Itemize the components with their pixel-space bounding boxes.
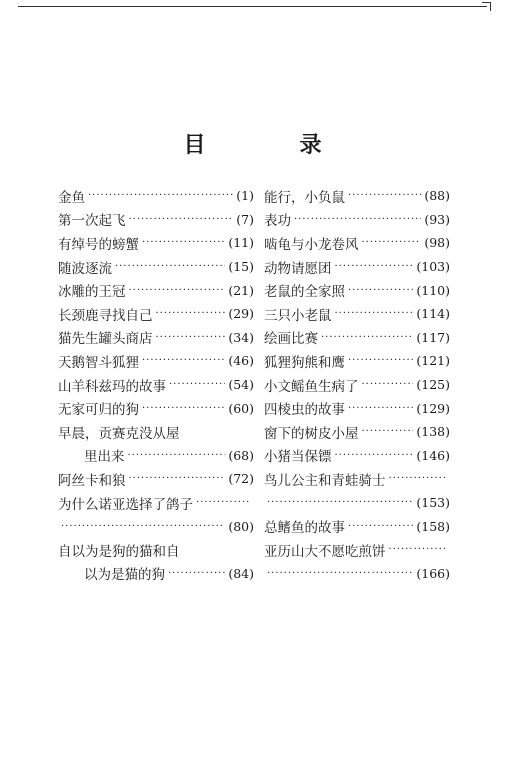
toc-entry-title: 有绰号的螃蟹 (58, 236, 139, 253)
toc-entry-title: 里出来 (84, 449, 125, 466)
leader-dots (335, 308, 414, 319)
toc-entry (58, 373, 254, 397)
toc-entry (264, 208, 450, 232)
leader-dots (348, 403, 413, 414)
toc-page-number: (166) (416, 565, 450, 581)
toc-page-number: (88) (424, 188, 450, 204)
toc-entry (58, 326, 254, 350)
toc-entry-title: 四棱虫的故事 (264, 402, 345, 419)
toc-entry-title: 小猪当保镖 (264, 449, 332, 466)
toc-page-number: (138) (416, 424, 450, 440)
leader-dots (389, 473, 448, 484)
toc-entry (58, 302, 254, 326)
toc-entry (264, 326, 450, 350)
toc-entry (58, 467, 254, 491)
leader-dots (348, 190, 421, 201)
toc-entry (264, 491, 450, 515)
leader-dots (267, 497, 413, 508)
leader-dots (348, 521, 413, 532)
leader-dots (129, 473, 226, 484)
toc-entry (58, 349, 254, 373)
toc-page-number: (80) (228, 518, 254, 534)
leader-dots (267, 568, 413, 579)
toc-entry-title: 绘画比赛 (264, 331, 318, 348)
leader-dots (142, 237, 225, 248)
leader-dots (362, 379, 414, 390)
toc-entry (264, 373, 450, 397)
toc-entry-title: 阿丝卡和狼 (58, 472, 126, 489)
toc-entry-title: 天鹅智斗狐狸 (58, 354, 139, 371)
toc-entry (264, 231, 450, 255)
toc-entry (58, 231, 254, 255)
page-title: 目 录 (183, 133, 358, 158)
toc-entry-title: 小文鳐鱼生病了 (264, 378, 359, 395)
toc-entry-title: 亚历山大不愿吃煎饼 (264, 543, 386, 560)
toc-page-number: (110) (416, 282, 450, 298)
toc-entry (264, 562, 450, 586)
toc-page-number: (114) (416, 306, 450, 322)
toc-entry-title: 以为是猫的狗 (84, 567, 165, 584)
toc-right-column (264, 184, 450, 585)
leader-dots (294, 214, 421, 225)
toc-page-number: (117) (416, 329, 450, 345)
toc-entry-title: 动物请愿团 (264, 260, 332, 277)
toc-page-number: (98) (424, 235, 450, 251)
toc-page-number: (7) (236, 211, 254, 227)
toc-page-number: (158) (416, 518, 450, 534)
toc-entry (264, 349, 450, 373)
toc-page-number: (46) (228, 353, 254, 369)
toc-page-number: (146) (416, 447, 450, 463)
toc-entry (58, 278, 254, 302)
leader-dots (348, 285, 413, 296)
toc-entry-title: 长颈鹿寻找自己 (58, 307, 153, 324)
leader-dots (348, 355, 413, 366)
leader-dots (362, 426, 414, 437)
toc-page-number: (54) (228, 377, 254, 393)
leader-dots (335, 261, 414, 272)
corner-mark (482, 2, 491, 11)
toc-entry-title: 金鱼 (58, 189, 85, 206)
toc-entry (264, 538, 450, 562)
leader-dots (142, 403, 225, 414)
toc-page-number: (103) (416, 259, 450, 275)
toc-entry-title: 无家可归的狗 (58, 402, 139, 419)
leader-dots (169, 379, 225, 390)
toc-entry (264, 396, 450, 420)
leader-dots (61, 521, 225, 532)
toc-entry-title: 冰雕的王冠 (58, 284, 126, 301)
toc-left-column (58, 184, 254, 585)
leader-dots (156, 308, 226, 319)
toc-page-number: (11) (228, 235, 254, 251)
toc-entry-title: 第一次起飞 (58, 213, 126, 230)
leader-dots (115, 261, 225, 272)
toc-entry-title: 鸟儿公主和青蛙骑士 (264, 472, 386, 489)
toc-page-number: (125) (416, 377, 450, 393)
leader-dots (128, 450, 226, 461)
toc-entry (264, 467, 450, 491)
leader-dots (389, 544, 448, 555)
toc-entry (58, 514, 254, 538)
toc-entry (58, 491, 254, 515)
toc-page-number: (34) (228, 329, 254, 345)
toc-entry-title: 表功 (264, 213, 291, 230)
leader-dots (321, 332, 413, 343)
toc-entry-title: 为什么诺亚选择了鸽子 (58, 496, 193, 513)
toc-page-number: (15) (228, 259, 254, 275)
toc-entry (58, 184, 254, 208)
toc-entry-title: 老鼠的全家照 (264, 284, 345, 301)
toc-entry-title: 窗下的树皮小屋 (264, 425, 359, 442)
toc-entry-title: 总鳍鱼的故事 (264, 520, 345, 537)
leader-dots (88, 190, 233, 201)
toc-page-number: (29) (228, 306, 254, 322)
toc-entry (264, 302, 450, 326)
toc-entry (58, 420, 254, 444)
toc-entry (58, 562, 254, 586)
toc-entry-title: 三只小老鼠 (264, 307, 332, 324)
toc-page-number: (93) (424, 211, 450, 227)
toc-entry (58, 208, 254, 232)
toc-entry (58, 538, 254, 562)
toc-entry-title: 啮龟与小龙卷风 (264, 236, 359, 253)
toc-entry (264, 444, 450, 468)
toc-entry (264, 420, 450, 444)
toc-entry-title: 早晨，贡赛克没从屋 (58, 425, 180, 442)
toc-entry (264, 278, 450, 302)
toc-entry (58, 444, 254, 468)
toc-entry-title: 自以为是狗的猫和自 (58, 543, 180, 560)
toc-page-number: (68) (228, 447, 254, 463)
toc-entry-title: 山羊科兹玛的故事 (58, 378, 166, 395)
top-rule (18, 6, 487, 7)
toc-entry-title: 猫先生罐头商店 (58, 331, 153, 348)
toc-entry-title: 狐狸狗熊和鹰 (264, 354, 345, 371)
toc-entry-title: 随波逐流 (58, 260, 112, 277)
leader-dots (168, 568, 225, 579)
leader-dots (129, 285, 226, 296)
toc-entry (264, 514, 450, 538)
leader-dots (196, 497, 251, 508)
toc-page-number: (121) (416, 353, 450, 369)
toc-entry (58, 396, 254, 420)
toc-page-number: (72) (228, 471, 254, 487)
leader-dots (129, 214, 234, 225)
leader-dots (335, 450, 414, 461)
toc-page-number: (129) (416, 400, 450, 416)
toc-page-number: (153) (416, 495, 450, 511)
leader-dots (142, 355, 225, 366)
leader-dots (156, 332, 226, 343)
toc-page-number: (60) (228, 400, 254, 416)
toc-entry (58, 255, 254, 279)
toc-page-number: (84) (228, 565, 254, 581)
toc-page-number: (21) (228, 282, 254, 298)
toc-entry-title: 能行，小负鼠 (264, 189, 345, 206)
toc-entry (264, 255, 450, 279)
leader-dots (362, 237, 422, 248)
toc-entry (264, 184, 450, 208)
toc-page-number: (1) (236, 188, 254, 204)
